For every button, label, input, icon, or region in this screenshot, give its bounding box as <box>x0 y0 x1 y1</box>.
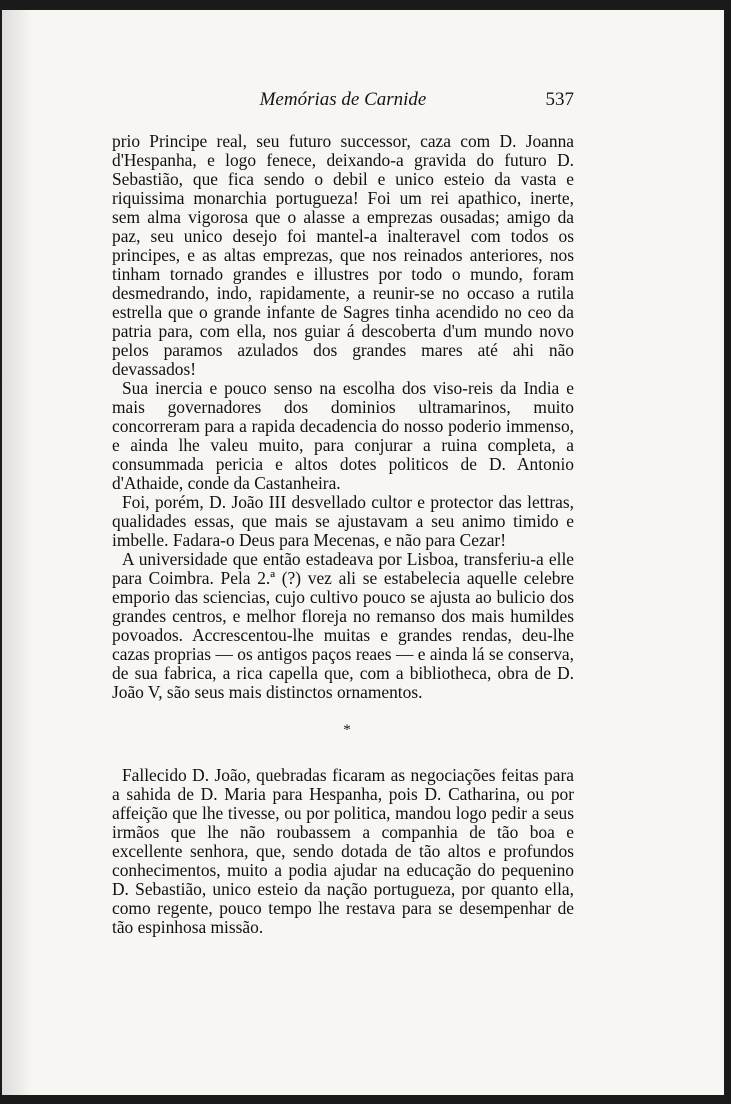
paragraph: A universidade que então estadeava por Lisboa, transferiu-a elle para Coimbra. Pela 2.ª (?) vez ali se estabelecia aquelle celebre emporio das sciencias, cujo cultivo pouco se ajusta ao bulicio dos grandes centros, e melhor floreja no remanso dos mais humildes povoados. Accrescentou-lhe muitas e grandes rendas, deu-lhe cazas proprias — os antigos paços reaes — e ainda lá se conserva, de sua fabrica, a rica capella que, com a bibliotheca, obra de D. João V, são seus mais distinctos ornamentos. <box>112 549 574 702</box>
page-number: 537 <box>545 89 574 110</box>
book-page <box>2 10 724 1095</box>
section-separator: * <box>343 722 351 738</box>
paragraph: Sua inercia e pouco senso na escolha dos viso-reis da India e mais governadores dos dominios ultramarinos, muito concorreram para a rapida decadencia do nosso poderio immenso, e ainda lhe valeu muito, para conjurar a ruina completa, a consummada pericia e altos dotes politicos de D. Antonio d'Athaide, conde da Castanheira. <box>112 378 574 493</box>
body-text <box>112 132 574 937</box>
running-header <box>112 89 574 117</box>
paragraph: Foi, porém, D. João III desvellado cultor e protector das lettras, qualidades essas, que mais se ajustavam a seu animo timido e imbelle. Fadara-o Deus para Mecenas, e não para Cezar! <box>112 492 574 550</box>
page-edge-shadow <box>2 10 32 1095</box>
paragraph: Fallecido D. João, quebradas ficaram as negociações feitas para a sahida de D. Maria para Hespanha, pois D. Catharina, ou por affeição que lhe tivesse, ou por politica, mandou logo pedir a seus irmãos que lhe não roubassem a companhia de tão boa e excellente senhora, que, sendo dotada de tão altos e profundos conhecimentos, muito a podia ajudar na educação do pequenino D. Sebastião, unico esteio da nação portugueza, por quanto ella, como regente, pouco tempo lhe restava para se desempenhar de tão espinhosa missão. <box>112 765 574 937</box>
paragraph: prio Principe real, seu futuro successor, caza com D. Joanna d'Hespanha, e logo fenece, deixando-a gravida do futuro D. Sebastião, que fica sendo o debil e unico esteio da vasta e riquissima monarchia portugueza! Foi um rei apathico, inerte, sem alma vigorosa que o alasse a emprezas ousadas; amigo da paz, seu unico desejo foi mantel-a inalteravel com todos os principes, e as altas emprezas, que nos reinados anteriores, nos tinham tornado grandes e illustres por todo o mundo, foram desmedrando, indo, rapidamente, a reunir-se no occaso a rutila estrella que o grande infante de Sagres tinha acendido no ceo da patria para, com ella, nos guiar á descoberta d'um mundo novo pelos paramos azulados dos grandes mares até ahi não devassados! <box>112 131 574 379</box>
running-title: Memórias de Carnide <box>259 89 427 110</box>
